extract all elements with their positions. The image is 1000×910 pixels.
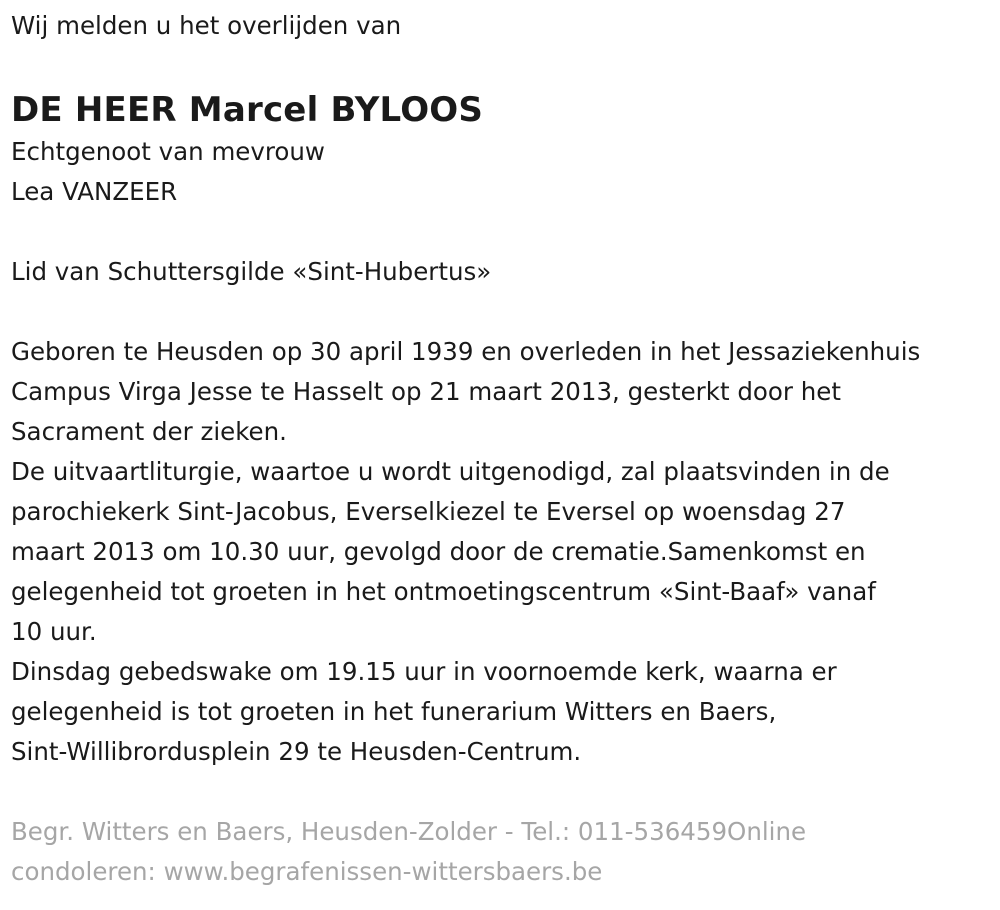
spouse-name: Lea VANZEER [11,177,178,206]
body-line: Sint-Willibrordusplein 29 te Heusden-Centrum. [11,737,582,766]
body-line: parochiekerk Sint-Jacobus, Everselkiezel te Eversel op woensdag 27 [11,497,846,526]
membership-line: Lid van Schuttersgilde «Sint-Hubertus» [11,257,492,286]
body-line: De uitvaartliturgie, waartoe u wordt uitgenodigd, zal plaatsvinden in de [11,457,890,486]
deceased-name: DE HEER Marcel BYLOOS [11,90,484,130]
spouse-label: Echtgenoot van mevrouw [11,137,325,166]
footer-line: condoleren: www.begrafenissen-wittersbaers.be [11,857,603,886]
notice-intro: Wij melden u het overlijden van [11,11,402,40]
body-line: 10 uur. [11,617,97,646]
body-line: Geboren te Heusden op 30 april 1939 en overleden in het Jessaziekenhuis [11,337,921,366]
body-line: gelegenheid tot groeten in het ontmoetingscentrum «Sint-Baaf» vanaf [11,577,876,606]
body-line: Sacrament der zieken. [11,417,287,446]
body-line: gelegenheid is tot groeten in het funerarium Witters en Baers, [11,697,777,726]
body-line: Dinsdag gebedswake om 19.15 uur in voornoemde kerk, waarna er [11,657,837,686]
body-line: Campus Virga Jesse te Hasselt op 21 maart 2013, gesterkt door het [11,377,841,406]
funeral-home-footer [11,812,990,892]
body-line: maart 2013 om 10.30 uur, gevolgd door de crematie.Samenkomst en [11,537,866,566]
footer-line: Begr. Witters en Baers, Heusden-Zolder - Tel.: 011-536459Online [11,817,807,846]
notice-body [11,332,990,772]
